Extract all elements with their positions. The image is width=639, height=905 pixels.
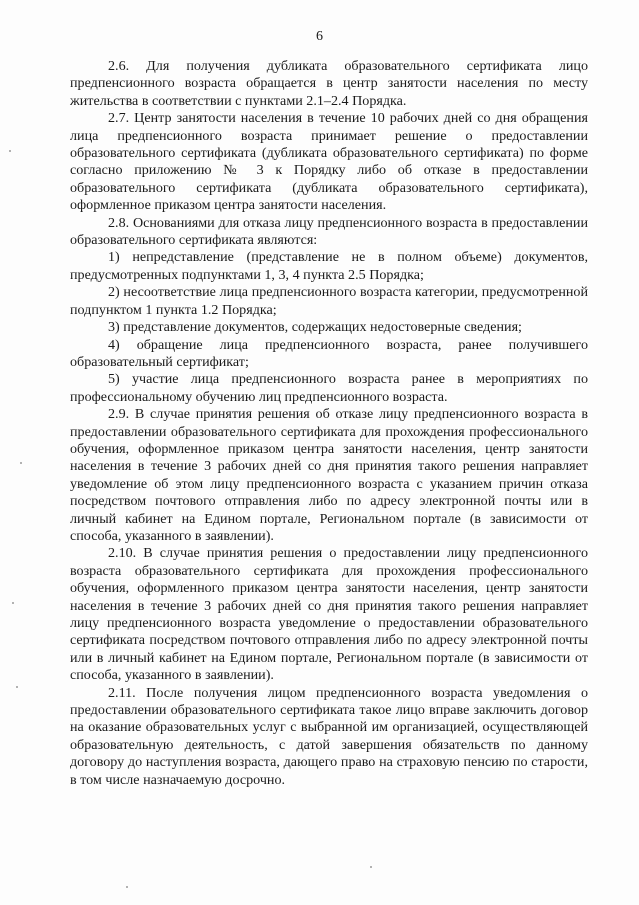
scan-speck bbox=[370, 866, 372, 868]
list-item-5: 5) участие лица предпенсионного возраста ранее в мероприятиях по профессиональному обучению лиц предпенсионного возраста. bbox=[70, 371, 588, 405]
document-body bbox=[70, 58, 588, 789]
paragraph-2-9: 2.9. В случае принятия решения об отказе лицу предпенсионного возраста в предоставлении образовательного сертификата для прохождения профессионального обучения, оформленное приказом центра занятости населения, центр занятости населения в течение 3 рабочих дней со дня принятия такого решения направляет уведомление об этом лицу предпенсионного возраста с указанием причин отказа посредством почтового отправления либо по адресу электронной почты или в личный кабинет на Едином портале, Региональном портале (в зависимости от способа, указанного в заявлении). bbox=[70, 406, 588, 544]
paragraph-2-11: 2.11. После получения лицом предпенсионного возраста уведомления о предоставлении образовательного сертификата такое лицо вправе заключить договор на оказание образовательных услуг с выбранной им организацией, осуществляющей образовательную деятельность, с датой завершения обязательств по данному договору до наступления возраста, дающего право на страховую пенсию по старости, в том числе назначаемую досрочно. bbox=[70, 684, 588, 788]
list-item-3: 3) представление документов, содержащих недостоверные сведения; bbox=[108, 319, 522, 336]
scan-speck bbox=[126, 886, 128, 888]
paragraph-2-6: 2.6. Для получения дубликата образовательного сертификата лицо предпенсионного возраста обращается в центр занятости населения по месту жительства в соответствии с пунктами 2.1–2.4 Порядка. bbox=[70, 58, 588, 109]
paragraph-2-8: 2.8. Основаниями для отказа лицу предпенсионного возраста в предоставлении образовательного сертификата являются: bbox=[70, 214, 588, 249]
page-number: 6 bbox=[316, 29, 323, 44]
paragraph-2-7: 2.7. Центр занятости населения в течение 10 рабочих дней со дня обращения лица предпенсионного возраста принимает решение о предоставлении образовательного сертификата (дубликата образовательного сертификата) по форме согласно приложению № 3 к Порядку либо об отказе в предоставлении образовательного сертификата (дубликата образовательного сертификата), оформленное приказом центра занятости населения. bbox=[70, 110, 588, 214]
scan-speck bbox=[20, 462, 22, 464]
scan-speck bbox=[9, 150, 11, 152]
list-item-2: 2) несоответствие лица предпенсионного возраста категории, предусмотренной подпунктом 1 пункта 1.2 Порядка; bbox=[70, 284, 588, 318]
scan-speck bbox=[16, 686, 18, 688]
paragraph-2-10: 2.10. В случае принятия решения о предоставлении лицу предпенсионного возраста образовательного сертификата для прохождения профессионального обучения, оформленного приказом центра занятости населения, центр занятости населения в течение 3 рабочих дней со дня принятия такого решения направляет лицу предпенсионного возраста уведомление о предоставлении образовательного сертификата посредством почтового отправления либо по адресу электронной почты или в личный кабинет на Едином портале, Региональном портале (в зависимости от способа, указанного в заявлении). bbox=[70, 545, 588, 684]
list-item-1: 1) непредставление (представление не в полном объеме) документов, предусмотренных подпунктами 1, 3, 4 пункта 2.5 Порядка; bbox=[70, 249, 588, 283]
list-item-4: 4) обращение лица предпенсионного возраста, ранее получившего образовательный сертификат; bbox=[70, 336, 588, 370]
scan-speck bbox=[12, 602, 14, 604]
